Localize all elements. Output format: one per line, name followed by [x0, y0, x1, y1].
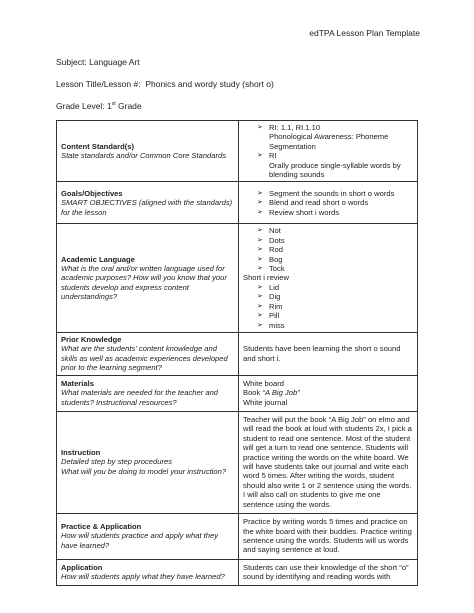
- row-goals: [57, 182, 418, 224]
- row-prior-knowledge: [57, 332, 418, 375]
- row-practice: [57, 513, 418, 559]
- prior-knowledge-subtext: What are the students' content knowledge and skills as well as academic experiences developed prior to the learning segment?: [61, 344, 228, 373]
- goal-item: ➢ Review short i words: [243, 208, 413, 217]
- application-label-cell: [57, 559, 239, 585]
- grade-level-ordinal: st: [111, 101, 116, 108]
- material-item: White board: [243, 378, 284, 388]
- row-application: [57, 559, 418, 585]
- vocab-word: ➢ Rod: [243, 245, 413, 254]
- prior-knowledge-heading: Prior Knowledge: [61, 334, 122, 344]
- lesson-title-value: Phonics and wordy study (short o): [145, 79, 274, 89]
- practice-text: Practice by writing words 5 times and practice on the white board with their buddies. Practice writing sentence using the words. Students will us words and saying sentence at loud.: [243, 517, 412, 555]
- vocab-word: ➢ Lid: [243, 283, 413, 292]
- lesson-plan-table: [56, 120, 418, 586]
- application-cell: [239, 559, 418, 585]
- standard-text: Orally produce single-syllable words by blending sounds: [269, 160, 401, 180]
- instruction-text: Teacher will put the book “A Big Job” on elmo and will read the book at loud with students 2x, I pick a student to read one sentence. Most of the student will get a turn to read one sentence. Students will practice writing the words on the white board. We will have students take out journal and write each word 5 times. After writing the words, student should also write 1 or 2 sentence using the words. I will also call on students to give me one sentence using the words.: [243, 415, 412, 509]
- short-i-review-label: Short i review: [243, 273, 290, 283]
- prior-knowledge-cell: [239, 332, 418, 375]
- material-item: [243, 388, 413, 397]
- vocab-word: ➢ Tock: [243, 264, 413, 273]
- grade-level-label: Grade Level: 1: [56, 101, 112, 111]
- vocab-word: ➢ Pill: [243, 311, 413, 320]
- vocab-word: ➢ Dots: [243, 236, 413, 245]
- material-item: White journal: [243, 397, 288, 407]
- content-standards-heading: Content Standard(s): [61, 141, 134, 151]
- row-academic-language: [57, 224, 418, 332]
- materials-subtext: What materials are needed for the teacher and students? Instructional resources?: [61, 388, 219, 407]
- goals-cell: [239, 182, 418, 224]
- material-book-prefix: Book: [243, 388, 263, 398]
- materials-label-cell: [57, 375, 239, 411]
- materials-cell: [239, 375, 418, 411]
- practice-label-cell: [57, 513, 239, 559]
- goals-subtext: SMART OBJECTIVES (aligned with the standards) for the lesson: [61, 198, 233, 217]
- content-standards-cell: [239, 121, 418, 182]
- vocab-word: ➢ Bog: [243, 255, 413, 264]
- instruction-label-cell: [57, 411, 239, 513]
- goals-heading: Goals/Objectives: [61, 188, 123, 198]
- academic-language-cell: [239, 224, 418, 332]
- application-subtext: How will students apply what they have learned?: [61, 572, 225, 582]
- standard-text: Phonological Awareness: Phoneme Segmentation: [269, 132, 389, 151]
- practice-subtext: How will students practice and apply what they have learned?: [61, 531, 219, 550]
- vocab-word: ➢ Rim: [243, 302, 413, 311]
- instruction-subtext: Detailed step by step procedures: [61, 457, 173, 467]
- row-content-standards: [57, 121, 418, 182]
- grade-level-suffix: Grade: [115, 101, 142, 111]
- standard-item: ➢ RI: [243, 151, 413, 160]
- content-standards-subtext: State standards and/or Common Core Standards: [61, 151, 227, 161]
- document-title: edTPA Lesson Plan Template: [309, 28, 420, 38]
- application-heading: Application: [61, 562, 103, 572]
- row-instruction: [57, 411, 418, 513]
- instruction-heading: Instruction: [61, 447, 101, 457]
- materials-heading: Materials: [61, 378, 94, 388]
- prior-knowledge-label-cell: [57, 332, 239, 375]
- row-materials: [57, 375, 418, 411]
- instruction-subtext: What will you be doing to model your instruction?: [61, 466, 227, 476]
- subject-line: Subject: Language Art: [56, 57, 140, 67]
- content-standards-label-cell: [57, 121, 239, 182]
- vocab-word: ➢ Not: [243, 226, 413, 235]
- application-text: Students can use their knowledge of the short “o” sound by identifying and reading words with: [243, 562, 409, 582]
- material-book-title: “A Big Job”: [262, 388, 300, 398]
- instruction-cell: [239, 411, 418, 513]
- standard-item: ➢ RI: 1.1, RI.1.10: [243, 123, 413, 132]
- practice-cell: [239, 513, 418, 559]
- academic-language-label-cell: [57, 224, 239, 332]
- grade-level-line: [56, 101, 142, 111]
- goal-item: ➢ Segment the sounds in short o words: [243, 189, 413, 198]
- practice-heading: Practice & Application: [61, 521, 142, 531]
- academic-language-subtext: What is the oral and/or written language used for academic purposes? How will you know that your students develop and express content understandings?: [61, 264, 227, 302]
- goals-label-cell: [57, 182, 239, 224]
- vocab-word: ➢ miss: [243, 321, 413, 330]
- lesson-title-line: [56, 79, 274, 89]
- academic-language-heading: Academic Language: [61, 254, 135, 264]
- vocab-word: ➢ Dig: [243, 292, 413, 301]
- goal-item: ➢ Blend and read short o words: [243, 198, 413, 207]
- prior-knowledge-text: Students have been learning the short o sound and short i.: [243, 344, 401, 363]
- lesson-title-label: Lesson Title/Lesson #:: [56, 79, 141, 89]
